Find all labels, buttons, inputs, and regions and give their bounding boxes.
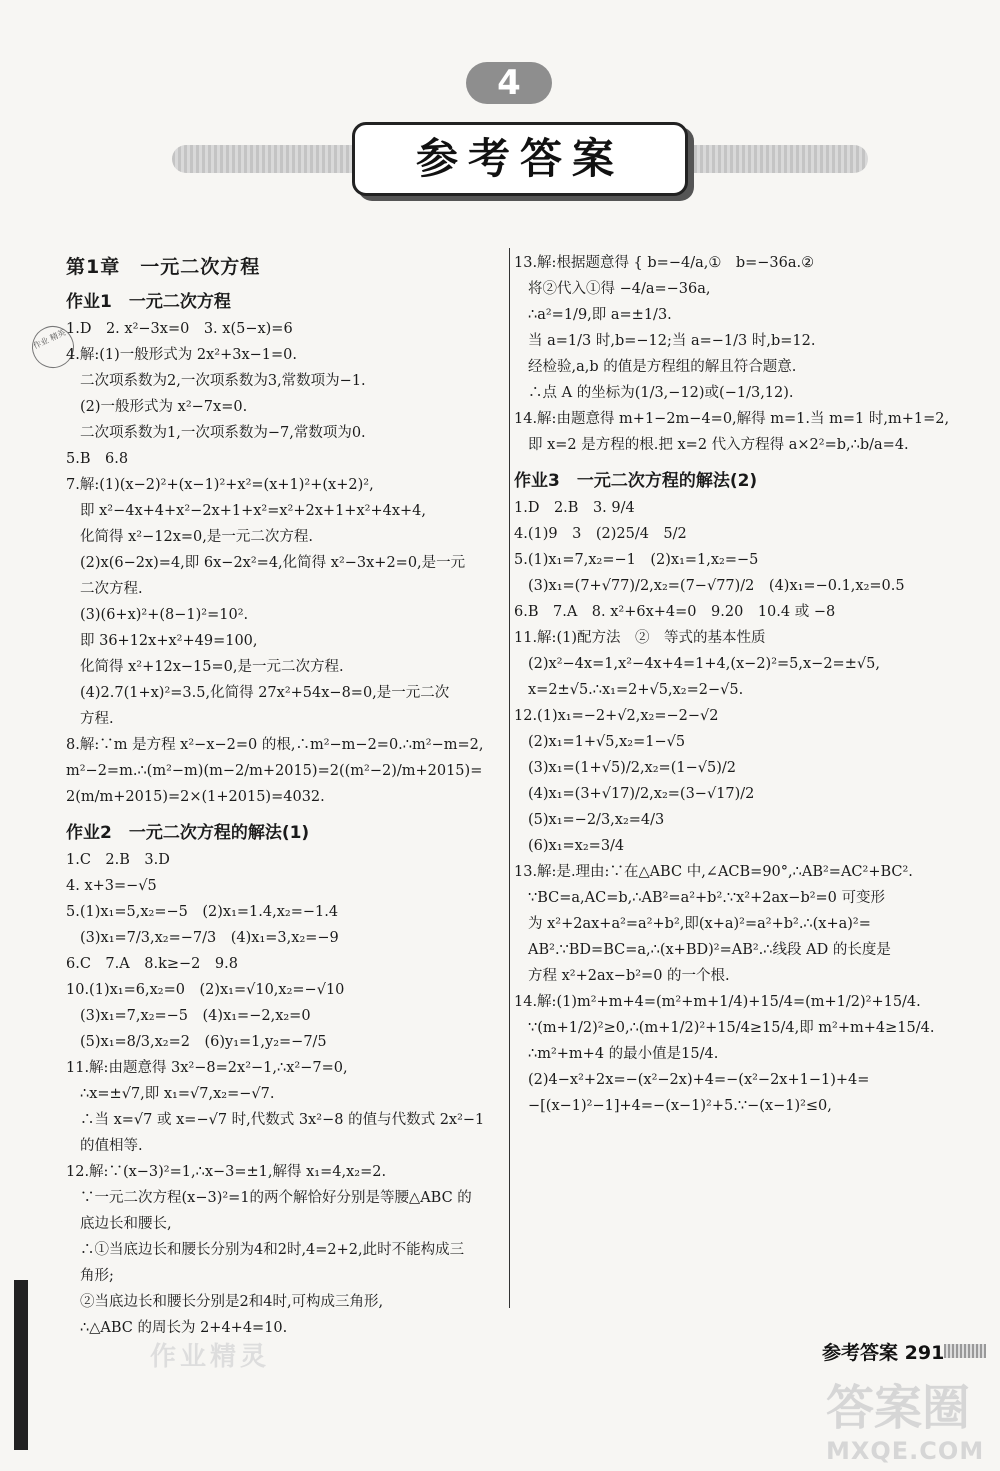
answer-line: (5)x₁=−2/3,x₂=4/3	[528, 812, 665, 828]
answer-line: ∴△ABC 的周长为 2+4+4=10.	[80, 1320, 288, 1336]
homework-heading: 作业1 一元二次方程	[66, 292, 231, 312]
homework-heading: 作业3 一元二次方程的解法(2)	[514, 471, 758, 491]
answer-line: ∴当 x=√7 或 x=−√7 时,代数式 3x²−8 的值与代数式 2x²−1	[80, 1112, 485, 1128]
answer-line: (6)x₁=x₂=3/4	[528, 838, 625, 854]
answer-line: ∵BC=a,AC=b,∴AB²=a²+b².∵x²+2ax−b²=0 可变形	[528, 890, 886, 906]
scan-edge	[14, 1280, 28, 1450]
answer-line: (4)2.7(1+x)²=3.5,化简得 27x²+54x−8=0,是一元二次	[80, 685, 450, 701]
left-column	[66, 250, 504, 1341]
homework-heading: 作业2 一元二次方程的解法(1)	[66, 823, 310, 843]
answer-line: 14.解:(1)m²+m+4=(m²+m+1/4)+15/4=(m+1/2)²+15/4.	[514, 994, 921, 1010]
answer-line: 11.解:(1)配方法 ② 等式的基本性质	[514, 630, 766, 646]
answer-line: (4)x₁=(3+√17)/2,x₂=(3−√17)/2	[528, 786, 755, 802]
answer-line: 1.D 2. x²−3x=0 3. x(5−x)=6	[66, 321, 293, 337]
answer-line: 角形;	[80, 1268, 114, 1284]
answer-line: 13.解:是.理由:∵在△ABC 中,∠ACB=90°,∴AB²=AC²+BC².	[514, 864, 913, 880]
footer-label: 参考答案	[822, 1342, 899, 1364]
page-header	[0, 0, 1000, 230]
answer-line: 即 x=2 是方程的根.把 x=2 代入方程得 a×2²=b,∴b/a=4.	[528, 437, 909, 453]
answer-line: ∴x=±√7,即 x₁=√7,x₂=−√7.	[80, 1086, 275, 1102]
answer-line: 7.解:(1)(x−2)²+(x−1)²+x²=(x+1)²+(x+2)²,	[66, 477, 374, 493]
answer-line: (2)4−x²+2x=−(x²−2x)+4=−(x²−2x+1−1)+4=	[528, 1072, 870, 1088]
answer-line: m²−2=m.∴(m²−m)(m−2/m+2015)=2((m²−2)/m+2015)=	[66, 763, 483, 779]
answer-line: 1.C 2.B 3.D	[66, 852, 170, 868]
answer-line: ②当底边长和腰长分别是2和4时,可构成三角形,	[80, 1294, 384, 1310]
answer-line: x=2±√5.∴x₁=2+√5,x₂=2−√5.	[528, 682, 744, 698]
answer-line: ∵一元二次方程(x−3)²=1的两个解恰好分别是等腰△ABC 的	[80, 1190, 472, 1206]
stamp: 作业 精英	[25, 319, 81, 375]
answer-line: 即 36+12x+x²+49=100,	[80, 633, 258, 649]
answer-line: 14.解:由题意得 m+1−2m−4=0,解得 m=1.当 m=1 时,m+1=2,	[514, 411, 950, 427]
answer-line: (3)x₁=(7+√77)/2,x₂=(7−√77)/2 (4)x₁=−0.1,x₂=0.5	[528, 578, 905, 594]
answer-line: 11.解:由题意得 3x²−8=2x²−1,∴x²−7=0,	[66, 1060, 348, 1076]
answer-line: 二次项系数为1,一次项系数为−7,常数项为0.	[80, 425, 366, 441]
answer-line: ∴①当底边长和腰长分别为4和2时,4=2+2,此时不能构成三	[80, 1242, 465, 1258]
answer-line: 2(m/m+2015)=2×(1+2015)=4032.	[66, 789, 325, 805]
right-column	[514, 250, 960, 1119]
answer-line: 4. x+3=−√5	[66, 878, 157, 894]
answer-line: 将②代入①得 −4/a=−36a,	[528, 281, 711, 297]
answer-line: 方程 x²+2ax−b²=0 的一个根.	[528, 968, 730, 984]
answer-line: 经检验,a,b 的值是方程组的解且符合题意.	[528, 359, 797, 375]
answer-line: 6.B 7.A 8. x²+6x+4=0 9.20 10.4 或 −8	[514, 604, 836, 620]
answer-line: 10.(1)x₁=6,x₂=0 (2)x₁=√10,x₂=−√10	[66, 982, 345, 998]
answer-line: 底边长和腰长,	[80, 1216, 172, 1232]
answer-line: (3)x₁=7/3,x₂=−7/3 (4)x₁=3,x₂=−9	[80, 930, 339, 946]
answer-line: 当 a=1/3 时,b=−12;当 a=−1/3 时,b=12.	[528, 333, 816, 349]
answer-line: (2)一般形式为 x²−7x=0.	[80, 399, 248, 415]
right-lines	[514, 250, 960, 1119]
answer-line: 4.(1)9 3 (2)25/4 5/2	[514, 526, 687, 542]
watermark-sub: MXQE.COM	[826, 1437, 985, 1465]
answer-line: 的值相等.	[80, 1138, 143, 1154]
faint-watermark: 作业精灵	[150, 1342, 271, 1372]
answer-line: 二次项系数为2,一次项系数为3,常数项为−1.	[80, 373, 366, 389]
answer-line: −[(x−1)²−1]+4=−(x−1)²+5.∵−(x−1)²≤0,	[528, 1098, 832, 1114]
answer-line: 6.C 7.A 8.k≥−2 9.8	[66, 956, 238, 972]
answer-line: (3)(6+x)²+(8−1)²=10².	[80, 607, 249, 623]
answer-line: (3)x₁=(1+√5)/2,x₂=(1−√5)/2	[528, 760, 736, 776]
answer-line: (2)x₁=1+√5,x₂=1−√5	[528, 734, 686, 750]
answer-line: 5.B 6.8	[66, 451, 129, 467]
answer-line: 8.解:∵m 是方程 x²−x−2=0 的根,∴m²−m−2=0.∴m²−m=2,	[66, 737, 484, 753]
page-number: 291	[904, 1342, 945, 1364]
answer-line: 5.(1)x₁=7,x₂=−1 (2)x₁=1,x₂=−5	[514, 552, 759, 568]
answer-line: 4.解:(1)一般形式为 2x²+3x−1=0.	[66, 347, 297, 363]
watermark-logo	[826, 1378, 986, 1464]
answer-line: 13.解:根据题意得 { b=−4/a,① b=−36a.②	[514, 255, 815, 271]
answer-line: (2)x²−4x=1,x²−4x+4=1+4,(x−2)²=5,x−2=±√5,	[528, 656, 880, 672]
page-title: 参考答案	[352, 122, 688, 196]
answer-line: 化简得 x²−12x=0,是一元二次方程.	[80, 529, 313, 545]
answer-line: 化简得 x²+12x−15=0,是一元二次方程.	[80, 659, 344, 675]
answer-line: 即 x²−4x+4+x²−2x+1+x²=x²+2x+1+x²+4x+4,	[80, 503, 426, 519]
answer-line: ∴a²=1/9,即 a=±1/3.	[528, 307, 672, 323]
watermark-main: 答案圈	[826, 1380, 971, 1436]
answer-line: ∴点 A 的坐标为(1/3,−12)或(−1/3,12).	[528, 385, 794, 401]
answer-line: 12.解:∵(x−3)²=1,∴x−3=±1,解得 x₁=4,x₂=2.	[66, 1164, 387, 1180]
footer-strip	[944, 1344, 986, 1358]
answer-line: 1.D 2.B 3. 9/4	[514, 500, 635, 516]
page-footer	[822, 1338, 944, 1365]
answer-line: ∵(m+1/2)²≥0,∴(m+1/2)²+15/4≥15/4,即 m²+m+4≥15/4.	[528, 1020, 935, 1036]
answer-line: (3)x₁=7,x₂=−5 (4)x₁=−2,x₂=0	[80, 1008, 311, 1024]
answer-line: 二次方程.	[80, 581, 143, 597]
answer-line: (2)x(6−2x)=4,即 6x−2x²=4,化简得 x²−3x+2=0,是一元	[80, 555, 466, 571]
answer-line: 5.(1)x₁=5,x₂=−5 (2)x₁=1.4,x₂=−1.4	[66, 904, 339, 920]
answer-line: (5)x₁=8/3,x₂=2 (6)y₁=1,y₂=−7/5	[80, 1034, 327, 1050]
column-divider	[509, 248, 510, 1308]
section-number-badge: 4	[466, 62, 552, 104]
answer-line: AB².∵BD=BC=a,∴(x+BD)²=AB².∴线段 AD 的长度是	[528, 942, 891, 958]
answer-line: 为 x²+2ax+a²=a²+b²,即(x+a)²=a²+b².∴(x+a)²=	[528, 916, 871, 932]
answer-line: 方程.	[80, 711, 114, 727]
left-lines	[66, 287, 504, 1341]
answer-line: 12.(1)x₁=−2+√2,x₂=−2−√2	[514, 708, 719, 724]
chapter-heading: 第1章 一元二次方程	[66, 256, 261, 278]
answer-line: ∴m²+m+4 的最小值是15/4.	[528, 1046, 719, 1062]
